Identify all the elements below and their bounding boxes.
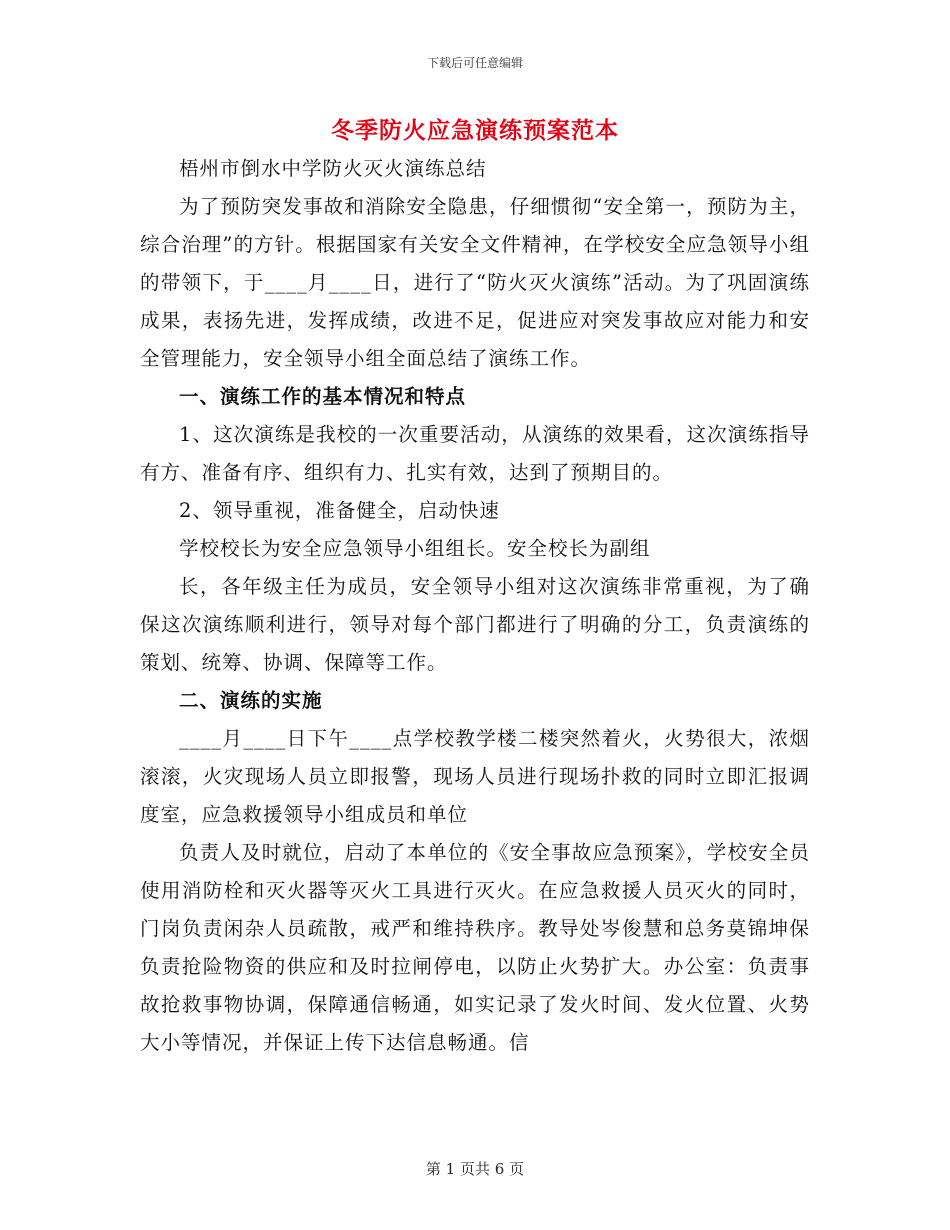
page-footer: 第 1 页共 6 页: [425, 1160, 525, 1178]
intro-paragraph: 为了预防突发事故和消除安全隐患，仔细惯彻“安全第一，预防为主，综合治理”的方针。根据国家有关安全文件精神，在学校安全应急领导小组的带领下，于____月____日，进行了“防火灭火演练”活动。为了巩固演练成果，表扬先进，发挥成绩，改进不足，促进应对突发事故应对能力和安全管理能力，安全领导小组全面总结了演练工作。: [140, 195, 810, 370]
section-heading-2: 二、演练的实施: [179, 689, 323, 712]
point-1-paragraph: 1、这次演练是我校的一次重要活动，从演练的效果看，这次演练指导有方、准备有序、组织有力、扎实有效，达到了预期目的。: [140, 423, 810, 484]
leadership-detail-paragraph: 长，各年级主任为成员，安全领导小组对这次演练非常重视，为了确保这次演练顺利进行，领导对每个部门都进行了明确的分工，负责演练的策划、统筹、协调、保障等工作。: [140, 575, 810, 674]
subtitle-line: 梧州市倒水中学防火灭火演练总结: [179, 157, 487, 180]
drill-scene-paragraph: ____月____日下午____点学校教学楼二楼突然着火，火势很大，浓烟滚滚，火灾现场人员立即报警，现场人员进行现场扑救的同时立即汇报调度室，应急救援领导小组成员和单位: [140, 727, 810, 826]
document-title: 冬季防火应急演练预案范本: [331, 117, 619, 144]
drill-response-paragraph: 负责人及时就位，启动了本单位的《安全事故应急预案》，学校安全员使用消防栓和灭火器等灭火工具进行灭火。在应急救援人员灭火的同时，门岗负责闲杂人员疏散，戒严和维持秩序。教导处岑俊慧和总务莫锦坤保负责抢险物资的供应和及时拉闸停电，以防止火势扩大。办公室：负责事故抢救事物协调，保障通信畅通，如实记录了发火时间、发火位置、火势大小等情况，并保证上传下达信息畅通。信: [140, 841, 810, 1054]
leadership-paragraph: 学校校长为安全应急领导小组组长。安全校长为副组: [179, 537, 651, 560]
header-note: 下载后可任意编辑: [426, 56, 523, 70]
document-body: [140, 150, 810, 1062]
section-heading-1: 一、演练工作的基本情况和特点: [179, 385, 467, 408]
point-2-paragraph: 2、领导重视，准备健全，启动快速: [179, 499, 500, 522]
